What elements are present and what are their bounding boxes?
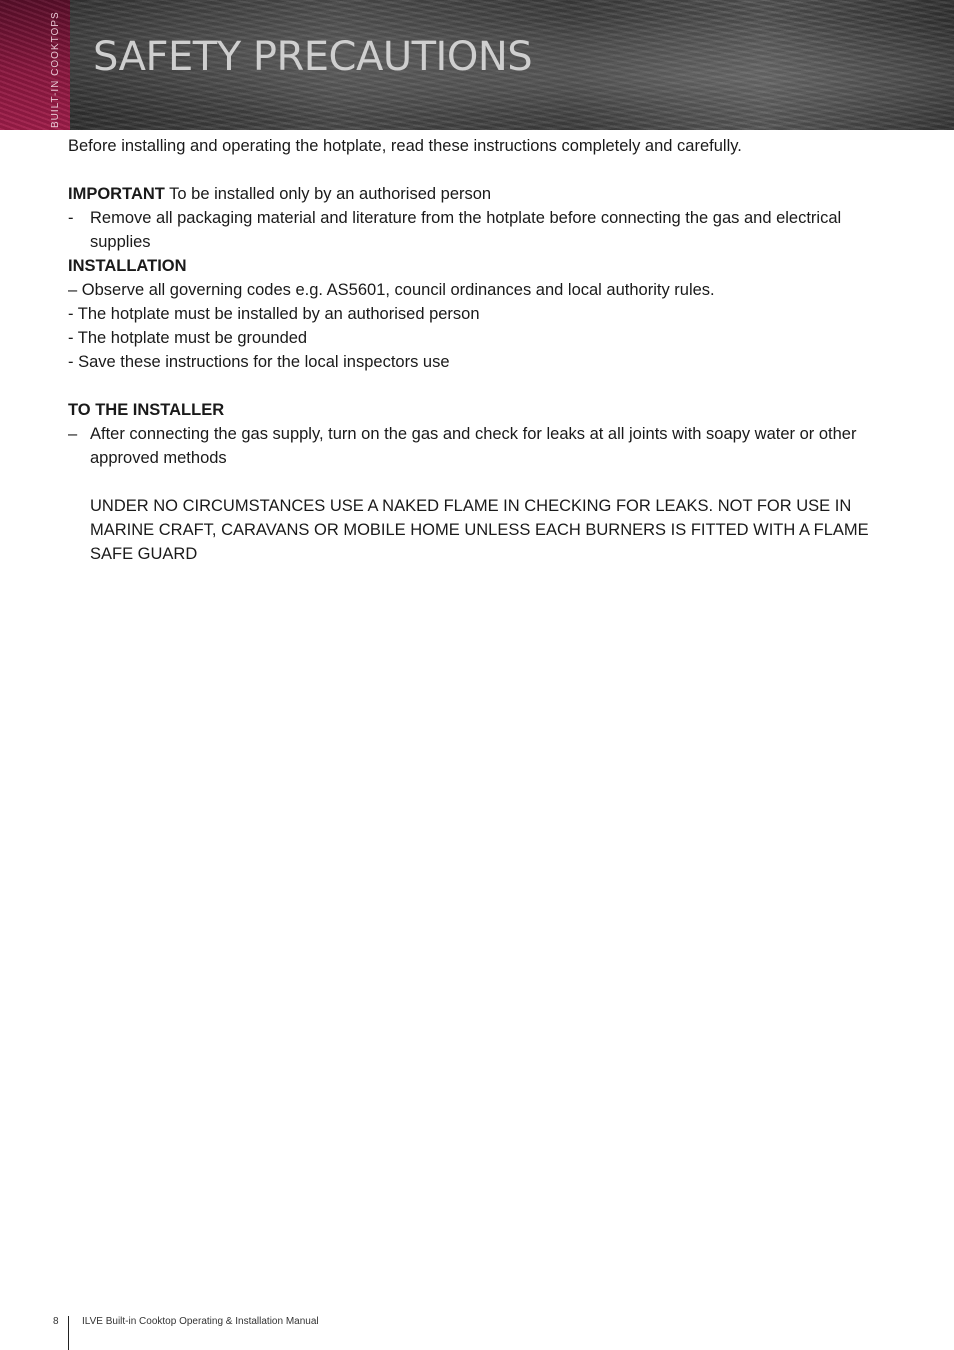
list-item [68,206,898,254]
section-tab [0,0,70,130]
important-text: To be installed only by an authorised person [164,185,492,203]
page-footer [0,1312,954,1350]
installation-heading: INSTALLATION [68,257,187,275]
list-item [68,422,898,470]
list-item: – Observe all governing codes e.g. AS5601, council ordinances and local authority rules. [68,281,715,299]
installer-heading: TO THE INSTALLER [68,401,225,419]
section-tab-label: BUILT-IN COOKTOPS [50,11,61,128]
bullet-text: After connecting the gas supply, turn on the gas and check for leaks at all joints with soapy water or other approved methods [90,425,857,467]
list-item: - The hotplate must be grounded [68,329,308,347]
bullet-mark: - [68,209,74,227]
important-label: IMPORTANT [68,185,165,203]
list-item: - Save these instructions for the local inspectors use [68,353,450,371]
warning-text: UNDER NO CIRCUMSTANCES USE A NAKED FLAME IN CHECKING FOR LEAKS. NOT FOR USE IN MARINE CRAFT, CARAVANS OR MOBILE HOME UNLESS EACH BURNERS IS FITTED WITH A FLAME SAFE GUARD [90,497,869,563]
main-content [68,134,898,566]
footer-text: ILVE Built-in Cooktop Operating & Installation Manual [82,1316,319,1327]
page-title: SAFETY PRECAUTIONS [93,34,533,80]
page-number: 8 [53,1316,59,1327]
important-line [68,182,898,206]
footer-divider [68,1316,69,1350]
bullet-mark: – [68,425,78,443]
intro-paragraph: Before installing and operating the hotplate, read these instructions completely and carefully. [68,137,742,155]
bullet-text: Remove all packaging material and literature from the hotplate before connecting the gas and electrical supplies [90,209,842,251]
header-banner [0,0,954,130]
list-item: - The hotplate must be installed by an authorised person [68,305,480,323]
